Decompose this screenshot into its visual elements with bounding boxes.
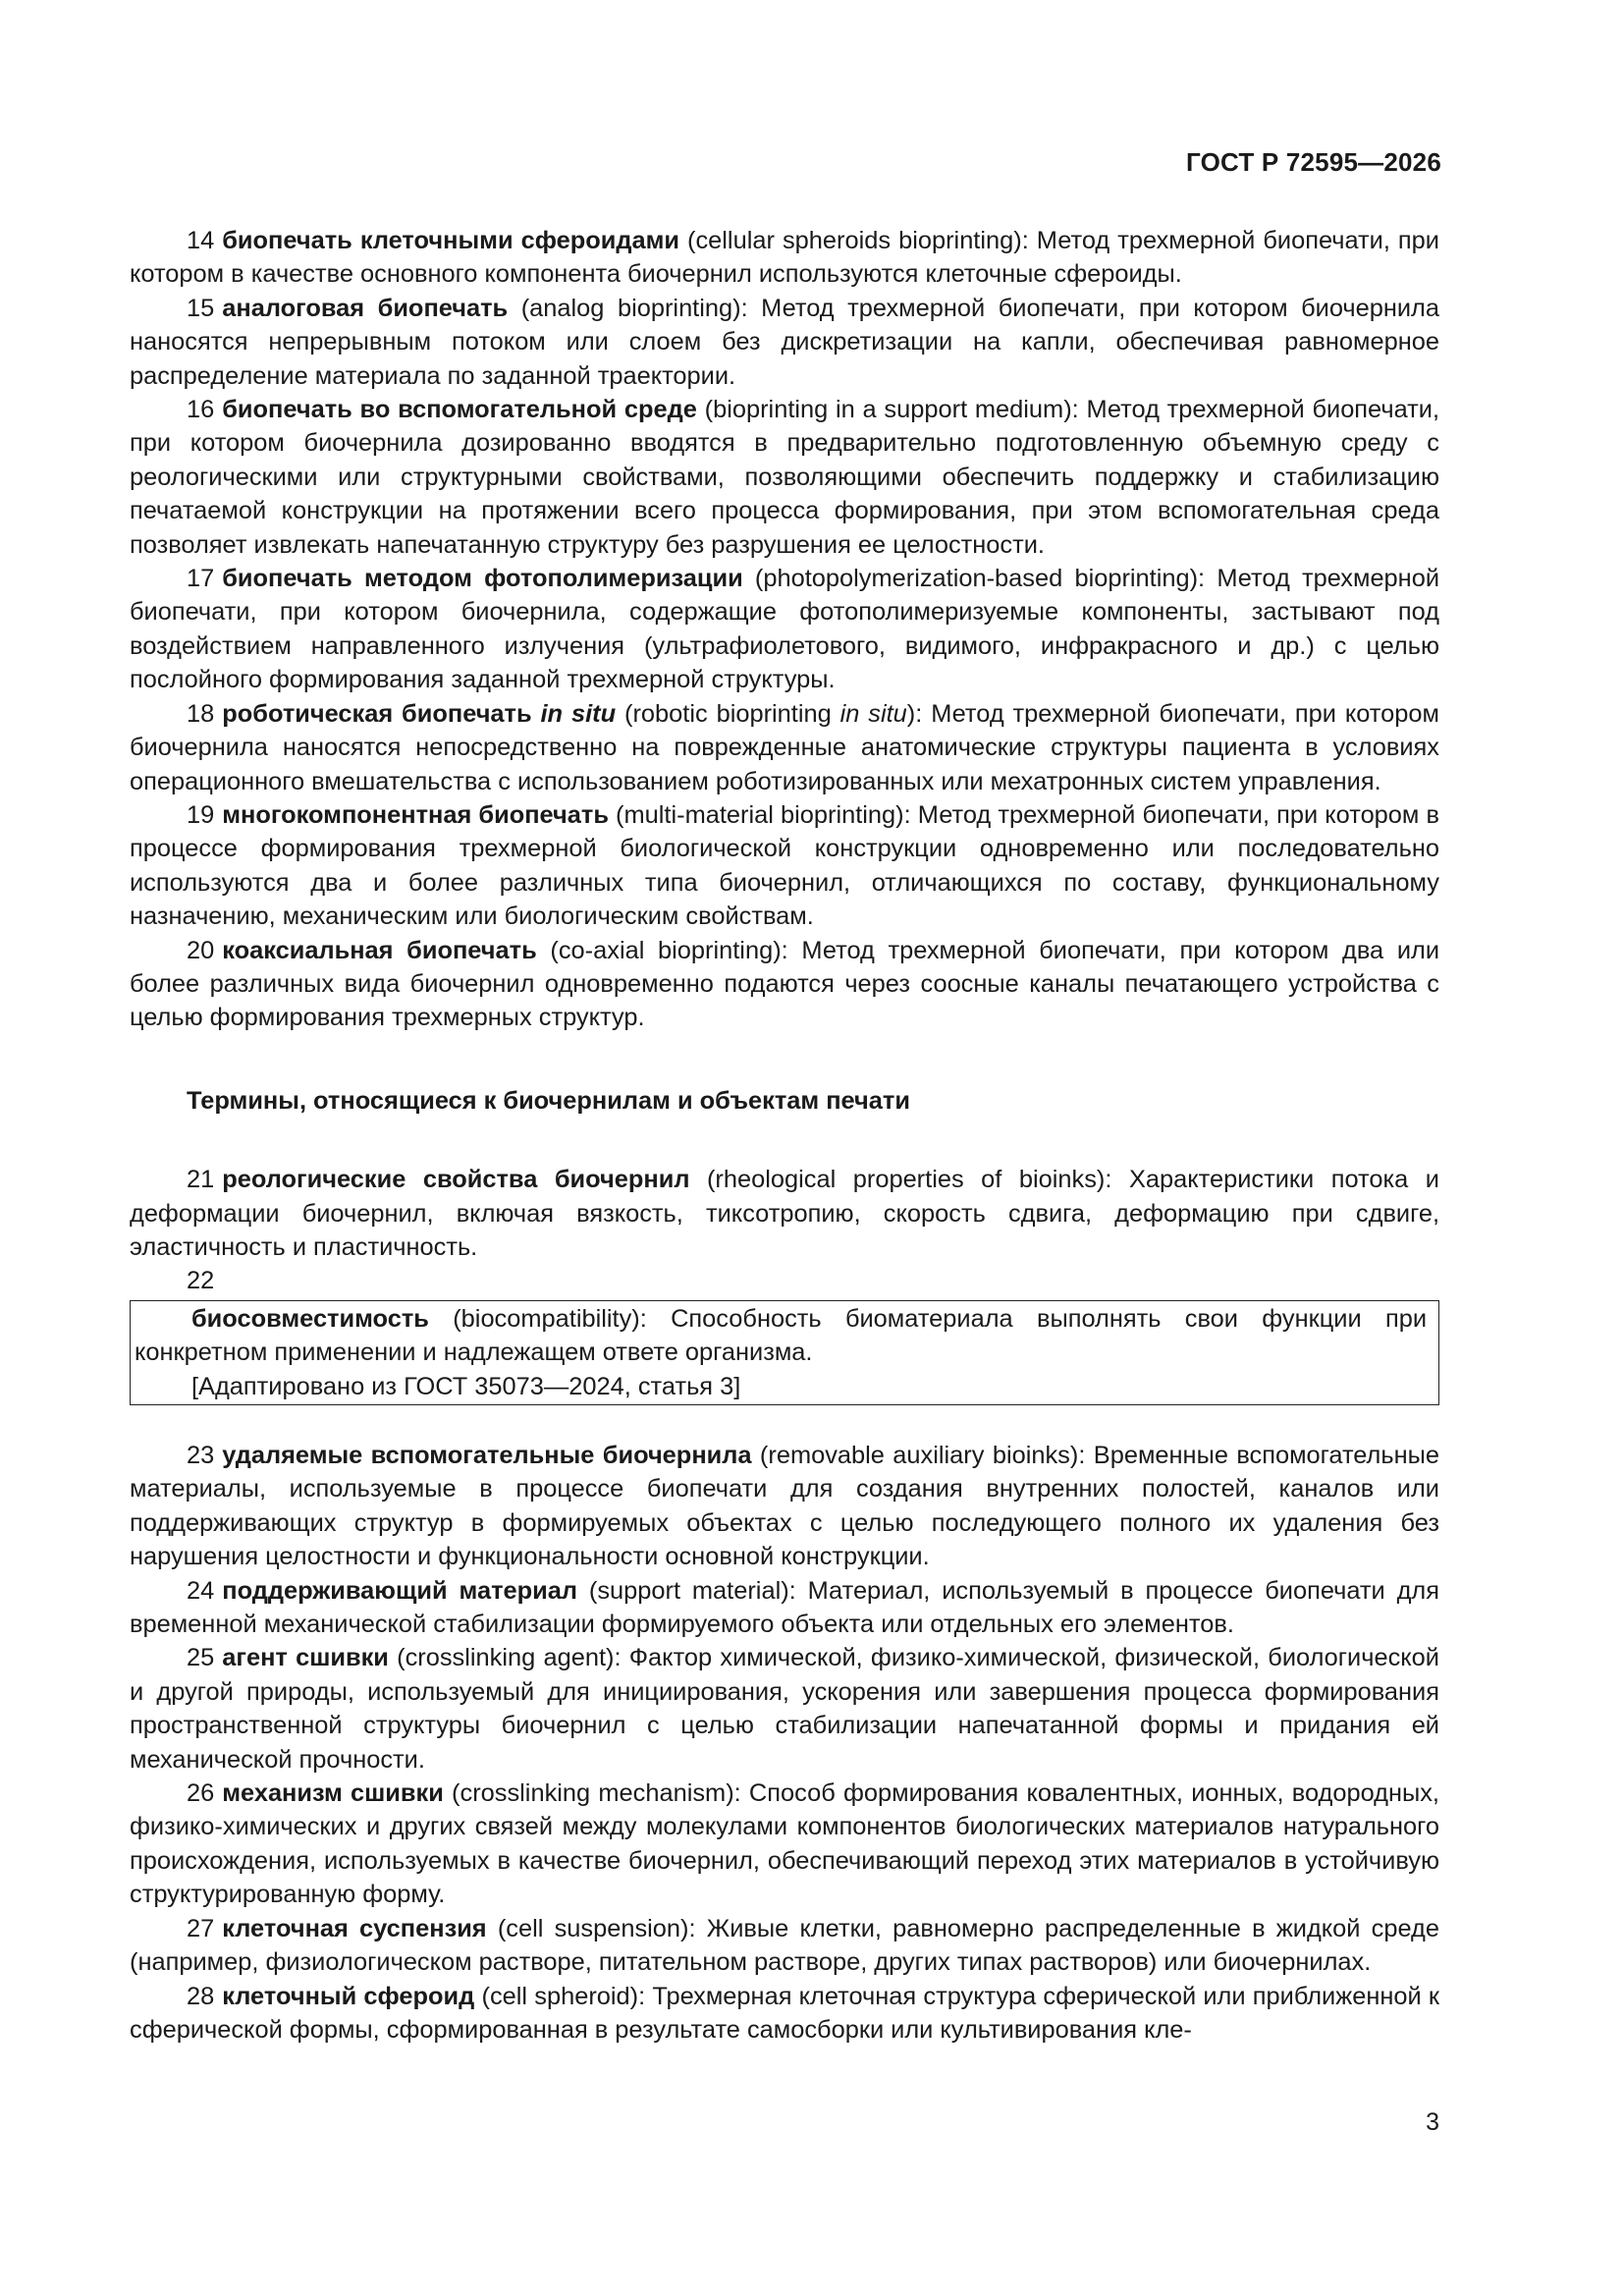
term-english: (crosslinking mechanism): (443, 1779, 741, 1808)
term-english: (robotic bioprinting (616, 699, 840, 728)
term-number: 20 (187, 936, 215, 964)
term-name: биопечать клеточными сфероидами (222, 227, 679, 254)
term-english: (co-axial bioprinting): (536, 936, 788, 964)
term-name-italic: in situ (531, 699, 617, 728)
term-entry-15 (130, 292, 1439, 393)
term-entry-19 (130, 798, 1439, 934)
term-number: 24 (187, 1576, 215, 1605)
term-english: (bioprinting in a support medium): (696, 396, 1079, 424)
term-english: (crosslinking agent): (388, 1644, 622, 1672)
term-definition: Живые клетки, равномерно распределенные в жидкой среде (например, физиологическом растворе, питательном растворе, других типах растворов) или биочернилах. (130, 1914, 1439, 1977)
term-english: (photopolymerization-based bioprinting): (742, 565, 1206, 593)
term-definition: Характеристики потока и деформации биочернил, включая вязкость, тиксотропию, скорость сдвига, деформацию при сдвиге, эластичность и пластичность. (130, 1166, 1439, 1261)
term-english-end: ): (906, 699, 923, 728)
term-entry-16 (130, 393, 1439, 562)
term-number: 21 (187, 1166, 215, 1194)
term-number: 18 (187, 699, 215, 728)
term-entry-24 (130, 1574, 1439, 1642)
term-name: удаляемые вспомогательные биочернила (222, 1442, 752, 1469)
term-name: реологические свойства биочернил (222, 1166, 690, 1194)
term-definition: Метод трехмерной биопечати, при котором биочернила наносятся непосредственно на поврежденные анатомические структуры пациента в условиях операционного вмешательства с использованием роботизированных или мехатронных систем управления. (130, 699, 1439, 795)
term-english: (removable auxiliary bioinks): (751, 1442, 1086, 1469)
term-number: 25 (187, 1644, 215, 1672)
term-number: 27 (187, 1914, 215, 1942)
term-definition: Метод трехмерной биопечати, при котором в процессе формирования трехмерной биологической конструкции одновременно или последовательно используются два и более различных типа биочернил, отличающихся по составу, функциональному назначению, механическим или биологическим свойствам. (130, 800, 1439, 931)
term-entry-23 (130, 1439, 1439, 1574)
term-english: (multi-material bioprinting): (608, 800, 911, 829)
term-entry-28 (130, 1980, 1439, 2048)
term-number: 26 (187, 1779, 215, 1808)
term-definition: Трехмерная клеточная структура сферической или приближенной к сферической формы, сформированная в результате самосборки или культивирования кле- (130, 1982, 1439, 2044)
term-number: 16 (187, 396, 215, 424)
term-entry-14 (130, 224, 1439, 292)
term-name: коаксиальная биопечать (222, 936, 537, 964)
term-english: (cell suspension): (486, 1914, 696, 1942)
term-box-22 (130, 1300, 1439, 1405)
term-number: 15 (187, 294, 215, 322)
term-number-22: 22 (187, 1267, 215, 1295)
term-entry-27 (130, 1912, 1439, 1980)
term-number: 28 (187, 1982, 215, 2010)
term-definition: Материал, используемый в процессе биопечати для временной механической стабилизации формируемого объекта или отдельных его элементов. (130, 1576, 1439, 1639)
term-name: агент сшивки (222, 1644, 389, 1672)
term-definition: Метод трехмерной биопечати, при котором биочернила наносятся непрерывным потоком или слоем без дискретизации на капли, обеспечивая равномерное распределение материала по заданной траектории. (130, 294, 1439, 390)
term-name: многокомпонентная биопечать (222, 800, 609, 829)
term-english: (cell spheroid): (474, 1982, 646, 2010)
term-definition: Способность биоматериала выполнять свои функции при конкретном применении и надлежащем ответе организма. (135, 1304, 1428, 1367)
term-entry-25 (130, 1641, 1439, 1777)
term-name: механизм сшивки (222, 1779, 444, 1808)
term-source-note: [Адаптировано из ГОСТ 35073—2024, статья 3] (191, 1372, 741, 1400)
term-number: 23 (187, 1442, 215, 1469)
term-entry-20 (130, 934, 1439, 1035)
term-entry-17 (130, 562, 1439, 697)
term-definition: Временные вспомогательные материалы, используемые в процессе биопечати для создания внутренних полостей, каналов или поддерживающих структур в формируемых объектах с целью последующего полного их удаления без нарушения целостности и функциональности основной конструкции. (130, 1442, 1439, 1571)
term-english-italic: in situ (839, 699, 907, 728)
term-english: (analog bioprinting): (508, 294, 748, 322)
term-entry-22 (135, 1302, 1427, 1370)
term-name: клеточная суспензия (222, 1914, 487, 1942)
term-english: (support material): (577, 1576, 796, 1605)
term-name: аналоговая биопечать (222, 294, 509, 322)
term-definition: Метод трехмерной биопечати, при котором биочернила, содержащие фотополимеризуемые компоненты, застывают под воздействием направленного излучения (ультрафиолетового, видимого, инфракрасного и др.) с целью послойного формирования заданной трехмерной структуры. (130, 565, 1440, 694)
term-entry-21 (130, 1163, 1439, 1264)
term-definition: Метод трехмерной биопечати, при котором биочернила дозированно вводятся в предварительно подготовленную объемную среду с реологическими или структурными свойствами, позволяющими обеспечить поддержку и стабилизацию печатаемой конструкции на протяжении всего процесса формирования, при этом вспомогательная среда позволяет извлекать напечатанную структуру без разрушения ее целостности. (130, 396, 1439, 559)
document-code-header: ГОСТ Р 72595—2026 (1186, 147, 1441, 177)
term-english: (rheological properties of bioinks): (689, 1166, 1112, 1194)
term-name: роботическая биопечать (222, 699, 532, 728)
term-english: (biocompatibility): (428, 1304, 647, 1333)
term-entry-26 (130, 1777, 1439, 1912)
term-definition: Фактор химической, физико-химической, физической, биологической и другой природы, используемый для инициирования, ускорения или завершения процесса формирования пространственной структуры биочернил с целью стабилизации напечатанной формы и придания ей механической прочности. (130, 1644, 1439, 1774)
page-number: 3 (1426, 2108, 1439, 2136)
term-name: клеточный сфероид (222, 1982, 475, 2010)
section-heading: Термины, относящиеся к биочернилам и объектам печати (187, 1086, 910, 1115)
term-definition: Способ формирования ковалентных, ионных, водородных, физико-химических и других связей между молекулами компонентов биологических материалов натурального происхождения, используемых в качестве биочернил, обеспечивающий переход этих материалов в устойчивую структурированную форму. (130, 1779, 1439, 1909)
term-number: 19 (187, 800, 215, 829)
term-name: биопечать методом фотополимеризации (222, 565, 743, 593)
term-name: поддерживающий материал (222, 1576, 577, 1605)
term-name: биопечать во вспомогательной среде (222, 396, 697, 424)
term-definition: Метод трехмерной биопечати, при котором два или более различных вида биочернил одновременно подаются через соосные каналы печатающего устройства с целью формирования трехмерных структур. (130, 936, 1440, 1032)
term-definition: Метод трехмерной биопечати, при котором в качестве основного компонента биочернил используются клеточные сфероиды. (130, 227, 1439, 289)
term-name: биосовместимость (191, 1304, 429, 1333)
term-english: (cellular spheroids bioprinting): (678, 227, 1029, 254)
term-entry-18 (130, 697, 1439, 798)
terms-content (130, 224, 1439, 2047)
term-number: 17 (187, 565, 215, 593)
term-number: 14 (187, 227, 215, 254)
